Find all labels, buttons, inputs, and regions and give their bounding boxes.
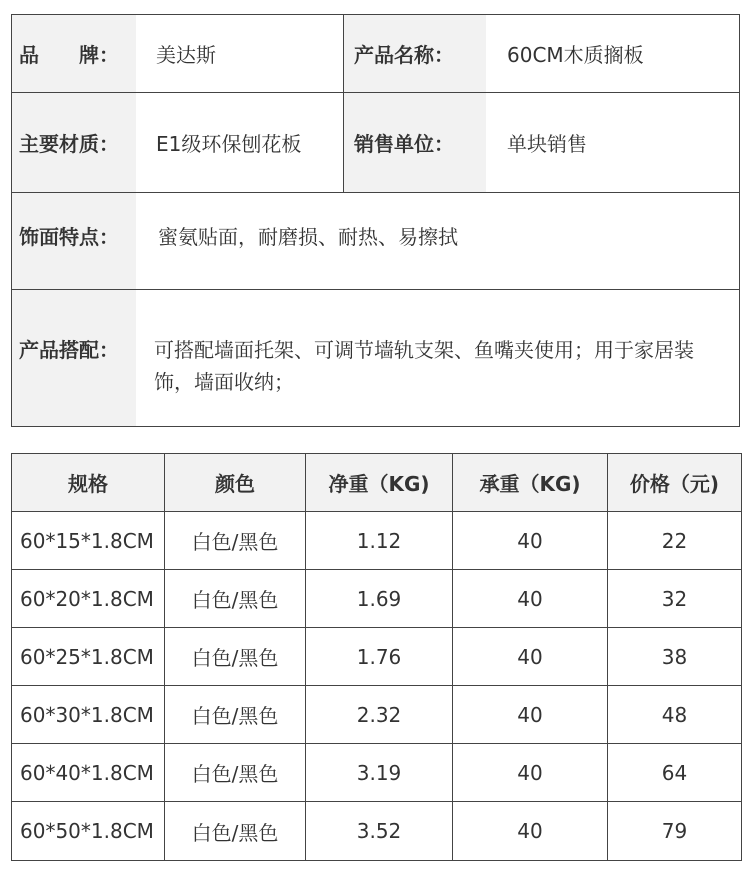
cell-load: 40	[452, 628, 607, 685]
spec-row-matching	[12, 290, 739, 426]
spec-label-brand: 品 牌：	[12, 15, 136, 92]
cell-load: 40	[452, 512, 607, 569]
cell-price: 22	[607, 512, 741, 569]
spec-value-product-name: 60CM木质搁板	[486, 15, 739, 92]
spec-label-material: 主要材质：	[12, 93, 136, 192]
table-row	[12, 744, 741, 802]
header-price: 价格（元)	[607, 454, 741, 511]
spec-row-finish	[12, 193, 739, 290]
product-spec-table	[11, 14, 740, 427]
cell-color: 白色/黑色	[164, 686, 305, 743]
cell-spec: 60*15*1.8CM	[20, 528, 154, 553]
table-row	[12, 570, 741, 628]
cell-load: 40	[452, 686, 607, 743]
header-load: 承重（KG)	[452, 454, 607, 511]
table-row	[12, 512, 741, 570]
cell-net-weight: 3.52	[305, 802, 452, 860]
cell-spec: 60*20*1.8CM	[20, 586, 154, 611]
spec-label-product-name: 产品名称：	[343, 15, 486, 92]
cell-color: 白色/黑色	[164, 628, 305, 685]
cell-color: 白色/黑色	[164, 744, 305, 801]
spec-value-material: E1级环保刨花板	[136, 93, 343, 192]
cell-spec: 60*50*1.8CM	[20, 819, 154, 843]
table-row	[12, 628, 741, 686]
spec-value-sales-unit: 单块销售	[486, 93, 739, 192]
cell-spec: 60*25*1.8CM	[20, 644, 154, 669]
spec-label-finish: 饰面特点：	[12, 193, 136, 289]
header-color: 颜色	[164, 454, 305, 511]
size-price-table	[11, 453, 742, 861]
header-spec: 规格	[68, 472, 108, 496]
cell-net-weight: 1.76	[305, 628, 452, 685]
cell-price: 38	[607, 628, 741, 685]
cell-spec: 60*30*1.8CM	[20, 702, 154, 727]
spec-value-finish: 蜜氨贴面，耐磨损、耐热、易擦拭	[136, 193, 739, 289]
spec-value-matching: 可搭配墙面托架、可调节墙轨支架、鱼嘴夹使用；用于家居装饰，墙面收纳；	[136, 290, 739, 426]
table-row	[12, 802, 741, 860]
spec-value-brand: 美达斯	[136, 15, 343, 92]
cell-net-weight: 3.19	[305, 744, 452, 801]
cell-net-weight: 2.32	[305, 686, 452, 743]
cell-color: 白色/黑色	[164, 512, 305, 569]
table-row	[12, 686, 741, 744]
cell-price: 48	[607, 686, 741, 743]
header-net-weight: 净重（KG)	[305, 454, 452, 511]
cell-net-weight: 1.69	[305, 570, 452, 627]
cell-color: 白色/黑色	[164, 802, 305, 860]
cell-color: 白色/黑色	[164, 570, 305, 627]
cell-price: 32	[607, 570, 741, 627]
spec-label-sales-unit: 销售单位：	[343, 93, 486, 192]
spec-label-matching: 产品搭配：	[12, 290, 136, 426]
spec-row-brand-name	[12, 15, 739, 93]
spec-row-material-unit	[12, 93, 739, 193]
table-header-row	[12, 454, 741, 512]
cell-spec: 60*40*1.8CM	[20, 760, 154, 785]
cell-price: 79	[607, 802, 741, 860]
cell-load: 40	[452, 744, 607, 801]
cell-load: 40	[452, 802, 607, 860]
cell-price: 64	[607, 744, 741, 801]
cell-net-weight: 1.12	[305, 512, 452, 569]
cell-load: 40	[452, 570, 607, 627]
